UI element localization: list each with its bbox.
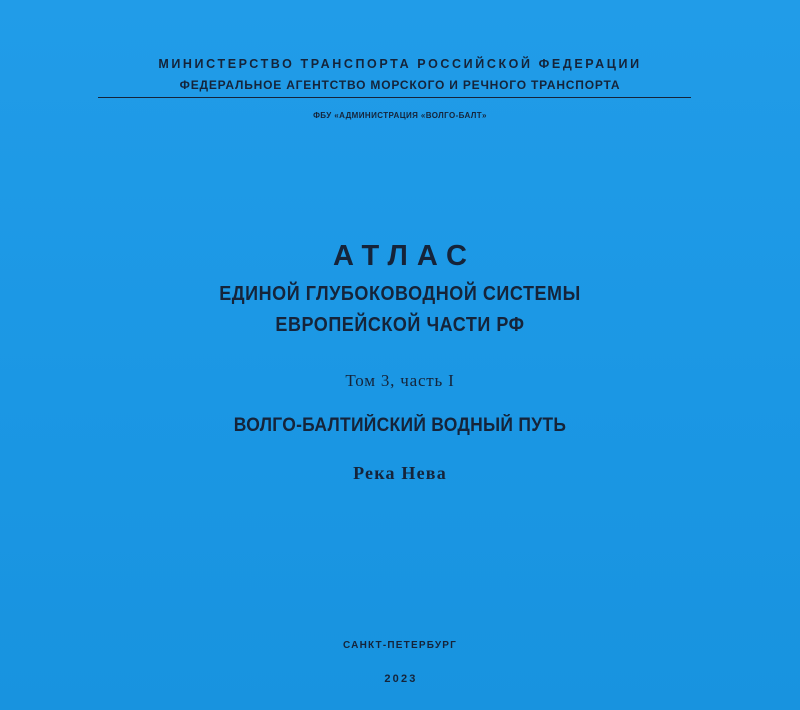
publication-year: 2023 xyxy=(384,673,418,685)
administration-heading: ФБУ «АДМИНИСТРАЦИЯ «ВОЛГО-БАЛТ» xyxy=(313,111,487,120)
atlas-subtitle-line-1: ЕДИНОЙ ГЛУБОКОВОДНОЙ СИСТЕМЫ xyxy=(219,283,581,305)
waterway-title: ВОЛГО-БАЛТИЙСКИЙ ВОДНЫЙ ПУТЬ xyxy=(233,415,567,436)
header-divider xyxy=(98,97,691,98)
atlas-subtitle-line-2: ЕВРОПЕЙСКОЙ ЧАСТИ РФ xyxy=(275,314,525,336)
ministry-heading: МИНИСТЕРСТВО ТРАНСПОРТА РОССИЙСКОЙ ФЕДЕРАЦИИ xyxy=(158,57,642,71)
atlas-title: АТЛАС xyxy=(332,240,476,272)
volume-label: Том 3, часть I xyxy=(345,371,455,390)
river-title: Река Нева xyxy=(353,463,447,483)
publication-city: САНКТ-ПЕТЕРБУРГ xyxy=(342,640,457,651)
agency-heading: ФЕДЕРАЛЬНОЕ АГЕНТСТВО МОРСКОГО И РЕЧНОГО ТРАНСПОРТА xyxy=(179,78,621,92)
